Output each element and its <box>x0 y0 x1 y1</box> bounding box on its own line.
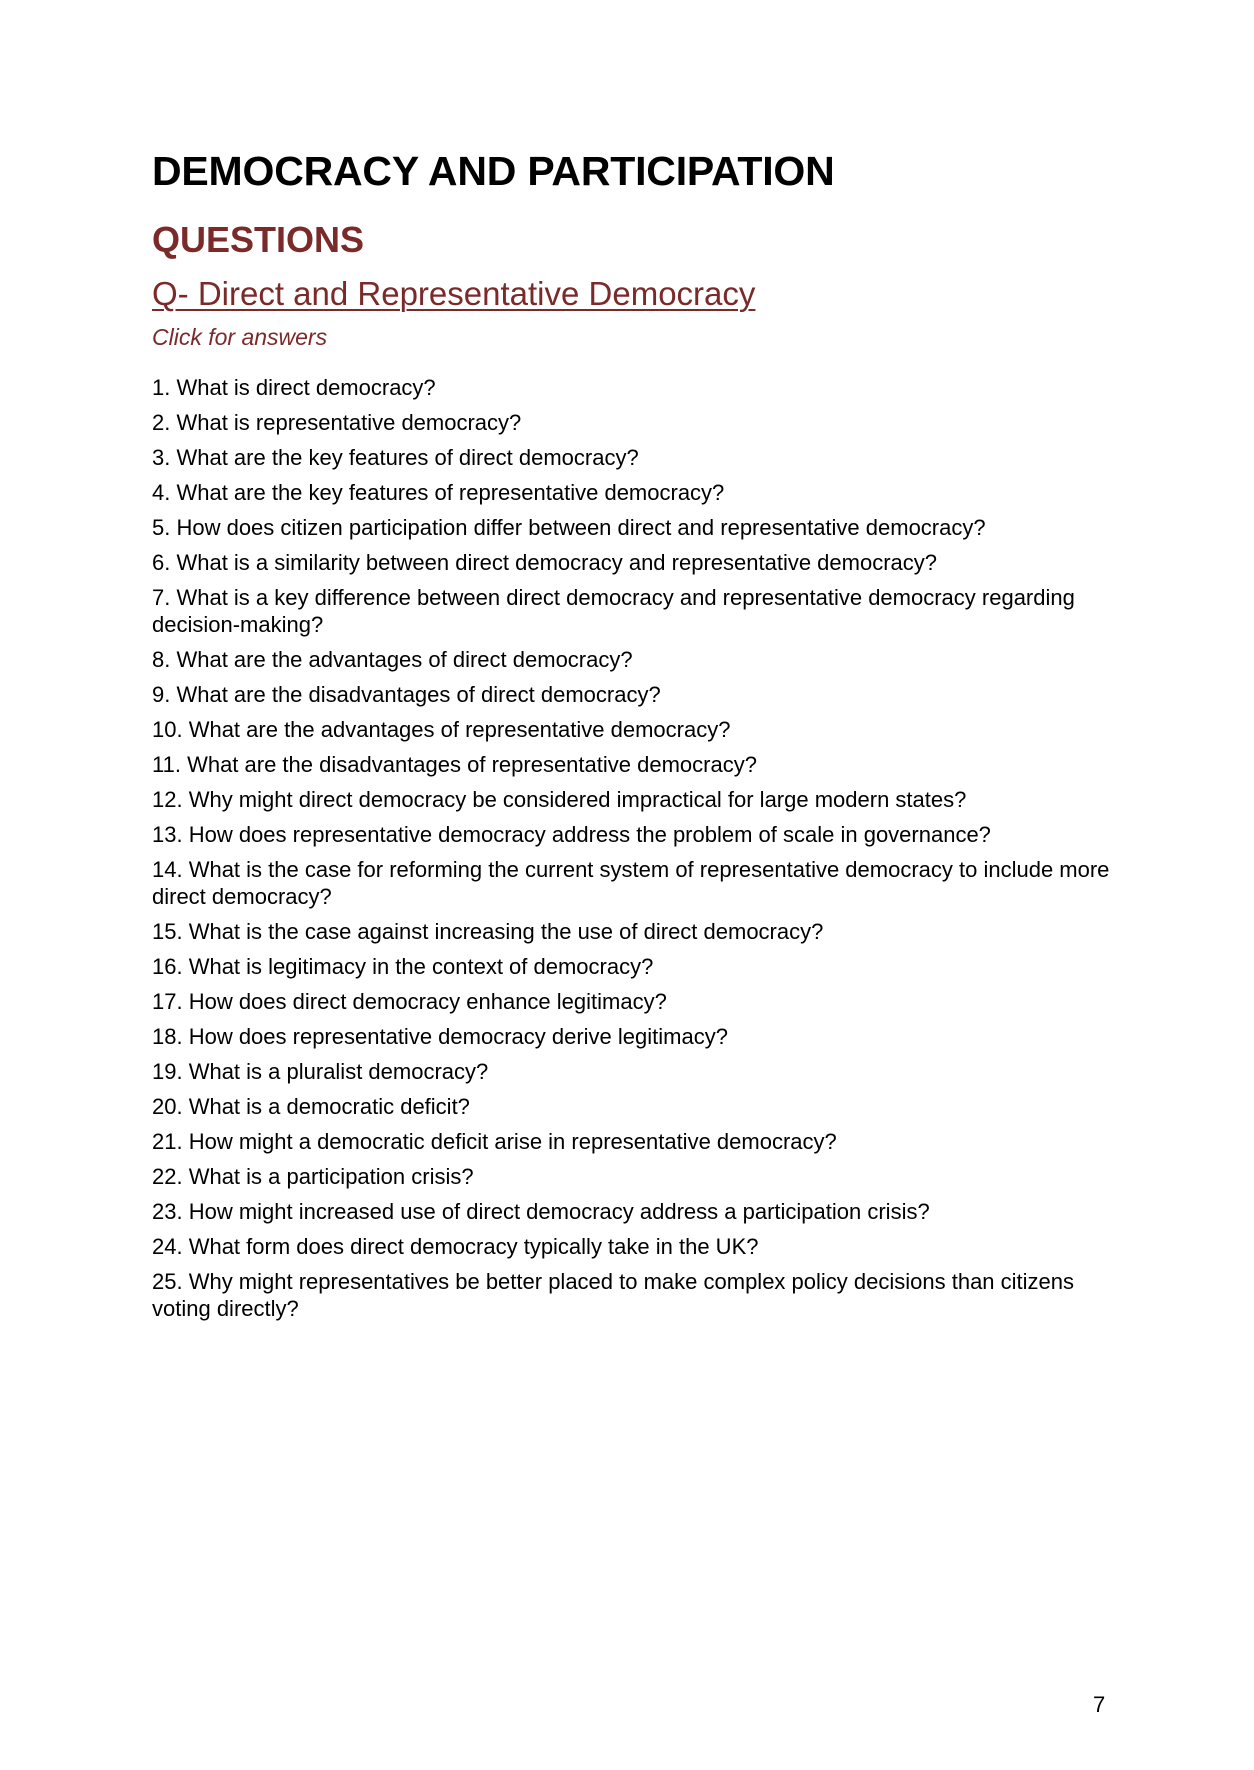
page-number: 7 <box>1093 1692 1106 1717</box>
section-title: QUESTIONS <box>152 219 365 260</box>
list-item: 17. How does direct democracy enhance legitimacy? <box>152 989 667 1014</box>
list-item: 13. How does representative democracy address the problem of scale in governance? <box>152 822 991 847</box>
list-item: 23. How might increased use of direct democracy address a participation crisis? <box>152 1199 930 1224</box>
document-title: DEMOCRACY AND PARTICIPATION <box>152 148 835 194</box>
answers-link[interactable]: Click for answers <box>152 324 328 350</box>
list-item: 12. Why might direct democracy be considered impractical for large modern states? <box>152 787 967 812</box>
list-item: 22. What is a participation crisis? <box>152 1164 474 1189</box>
list-item: 7. What is a key difference between direct democracy and representative democracy regarding decision-making? <box>152 585 1075 637</box>
list-item: 25. Why might representatives be better placed to make complex policy decisions than citizens voting directly? <box>152 1269 1075 1321</box>
list-item: 16. What is legitimacy in the context of democracy? <box>152 954 654 979</box>
list-item: 15. What is the case against increasing the use of direct democracy? <box>152 919 824 944</box>
list-item: 21. How might a democratic deficit arise in representative democracy? <box>152 1129 837 1154</box>
list-item: 1. What is direct democracy? <box>152 375 436 400</box>
list-item: 5. How does citizen participation differ between direct and representative democracy? <box>152 515 986 540</box>
list-item: 10. What are the advantages of representative democracy? <box>152 717 731 742</box>
list-item: 4. What are the key features of representative democracy? <box>152 480 725 505</box>
list-item: 2. What is representative democracy? <box>152 410 522 435</box>
list-item: 20. What is a democratic deficit? <box>152 1094 470 1119</box>
list-item: 18. How does representative democracy derive legitimacy? <box>152 1024 728 1049</box>
list-item: 9. What are the disadvantages of direct democracy? <box>152 682 661 707</box>
list-item: 8. What are the advantages of direct democracy? <box>152 647 633 672</box>
list-item: 3. What are the key features of direct democracy? <box>152 445 639 470</box>
list-item: 19. What is a pluralist democracy? <box>152 1059 489 1084</box>
list-item: 6. What is a similarity between direct democracy and representative democracy? <box>152 550 938 575</box>
list-item: 24. What form does direct democracy typically take in the UK? <box>152 1234 759 1259</box>
question-list <box>152 374 1112 1330</box>
subsection-link[interactable]: Q- Direct and Representative Democracy <box>152 275 756 312</box>
list-item: 11. What are the disadvantages of representative democracy? <box>152 752 757 777</box>
list-item: 14. What is the case for reforming the current system of representative democracy to include more direct democracy? <box>152 857 1110 909</box>
